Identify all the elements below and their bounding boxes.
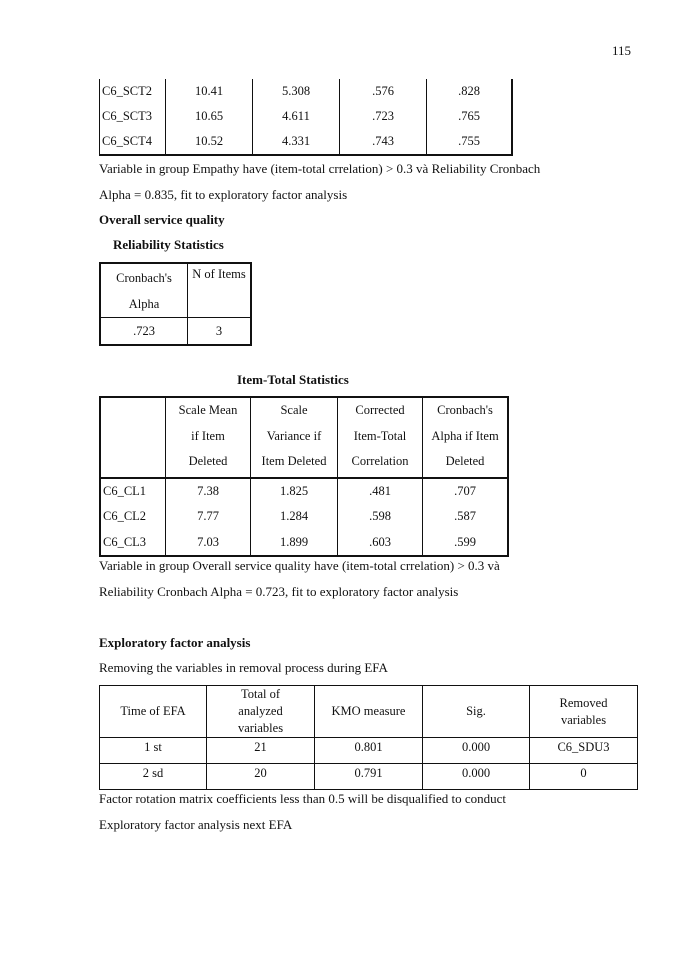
corrected-correlation-cell: .743	[340, 129, 427, 155]
row-label: C6_SCT4	[100, 129, 166, 155]
empathy-note-line2: Alpha = 0.835, fit to exploratory factor analysis	[99, 187, 348, 202]
table-header-row	[100, 686, 638, 738]
table-row	[100, 129, 513, 155]
item-total-statistics-title: Item-Total Statistics	[237, 372, 349, 387]
scale-mean-cell: 7.77	[166, 504, 251, 530]
page-number: 115	[612, 43, 632, 58]
scale-variance-cell: 1.899	[251, 530, 338, 557]
corrected-correlation-cell: .481	[338, 478, 423, 505]
scale-variance-header	[251, 397, 338, 478]
corrected-correlation-header	[338, 397, 423, 478]
row-label: C6_CL2	[100, 504, 166, 530]
alpha-if-deleted-cell: .755	[427, 129, 513, 155]
time-cell: 1 st	[100, 738, 207, 764]
alpha-if-deleted-cell: .707	[423, 478, 509, 505]
sig-cell: 0.000	[423, 764, 530, 790]
scale-variance-cell: 5.308	[253, 79, 340, 104]
header-line: Deleted	[188, 454, 228, 468]
header-line: Deleted	[445, 454, 485, 468]
n-items-value: 3	[188, 318, 252, 346]
header-line: Variance if	[266, 428, 322, 443]
removed-cell: C6_SDU3	[530, 738, 638, 764]
overall-note-line1: Variable in group Overall service quality have (item-total crrelation) > 0.3 và	[99, 558, 500, 573]
scale-mean-header	[166, 397, 251, 478]
factor-note-line2: Exploratory factor analysis next EFA	[99, 817, 293, 832]
row-label: C6_CL1	[100, 478, 166, 505]
empathy-note-line1: Variable in group Empathy have (item-total crrelation) > 0.3 và Reliability Cronbach	[99, 161, 541, 176]
time-of-efa-header	[100, 686, 207, 738]
efa-intro: Removing the variables in removal process during EFA	[99, 660, 388, 675]
header-line: KMO measure	[331, 704, 406, 718]
efa-removal-table	[99, 685, 638, 790]
table-row	[100, 738, 638, 764]
time-cell: 2 sd	[100, 764, 207, 790]
header-line: Time of EFA	[120, 704, 186, 718]
item-total-statistics-table	[99, 396, 509, 557]
alpha-if-deleted-cell: .587	[423, 504, 509, 530]
sig-cell: 0.000	[423, 738, 530, 764]
table-row	[100, 478, 508, 505]
alpha-if-deleted-cell: .828	[427, 79, 513, 104]
header-line: Item-Total	[353, 428, 407, 443]
row-label: C6_CL3	[100, 530, 166, 557]
header-line: Scale	[280, 403, 308, 417]
scale-mean-cell: 10.52	[166, 129, 253, 155]
kmo-cell: 0.791	[315, 764, 423, 790]
header-line: Total of	[240, 687, 281, 701]
n-items-header: N of Items	[188, 263, 252, 318]
corrected-correlation-cell: .576	[340, 79, 427, 104]
alpha-if-deleted-cell: .599	[423, 530, 509, 557]
header-line: Item Deleted	[261, 454, 327, 468]
scale-variance-cell: 4.331	[253, 129, 340, 155]
sig-header	[423, 686, 530, 738]
kmo-measure-header	[315, 686, 423, 738]
scale-mean-cell: 10.41	[166, 79, 253, 104]
table-row	[100, 79, 513, 104]
alpha-if-deleted-header	[423, 397, 509, 478]
overall-quality-heading: Overall service quality	[99, 212, 225, 227]
header-line: Corrected	[355, 403, 405, 417]
header-line: Scale Mean	[178, 403, 238, 417]
header-line: Correlation	[351, 454, 409, 468]
header-line: if Item	[191, 428, 225, 443]
corrected-correlation-cell: .603	[338, 530, 423, 557]
table-header-row	[100, 397, 508, 478]
factor-note-line1: Factor rotation matrix coefficients less than 0.5 will be disqualified to conduct	[99, 791, 506, 806]
total-analyzed-header	[207, 686, 315, 738]
row-label: C6_SCT2	[100, 79, 166, 104]
header-line: variables	[237, 721, 284, 735]
scale-variance-cell: 4.611	[253, 104, 340, 129]
row-label: C6_SCT3	[100, 104, 166, 129]
table-row	[100, 504, 508, 530]
alpha-value: .723	[100, 318, 188, 346]
removed-variables-header	[530, 686, 638, 738]
cronbach-alpha-header	[100, 263, 188, 318]
scale-mean-cell: 7.38	[166, 478, 251, 505]
scale-variance-cell: 1.284	[251, 504, 338, 530]
kmo-cell: 0.801	[315, 738, 423, 764]
table-row	[100, 318, 251, 346]
header-line: Sig.	[466, 704, 486, 718]
header-line: Cronbach's	[116, 271, 172, 285]
header-line: Removed	[559, 695, 608, 710]
header-line: analyzed	[238, 704, 283, 718]
scale-variance-cell: 1.825	[251, 478, 338, 505]
scale-mean-cell: 10.65	[166, 104, 253, 129]
header-line: variables	[560, 712, 607, 727]
blank-header	[100, 397, 166, 478]
header-line: Alpha if Item	[431, 428, 499, 443]
alpha-if-deleted-cell: .765	[427, 104, 513, 129]
overall-note-line2: Reliability Cronbach Alpha = 0.723, fit to exploratory factor analysis	[99, 584, 459, 599]
empathy-item-total-table-continuation	[99, 79, 513, 156]
total-cell: 21	[207, 738, 315, 764]
corrected-correlation-cell: .598	[338, 504, 423, 530]
scale-mean-cell: 7.03	[166, 530, 251, 557]
reliability-statistics-table	[99, 262, 252, 346]
table-row	[100, 104, 513, 129]
header-line: Cronbach's	[437, 403, 493, 417]
header-line: Alpha	[128, 297, 160, 311]
efa-heading: Exploratory factor analysis	[99, 635, 251, 650]
reliability-statistics-title: Reliability Statistics	[113, 237, 224, 252]
corrected-correlation-cell: .723	[340, 104, 427, 129]
removed-cell: 0	[530, 764, 638, 790]
table-header-row	[100, 263, 251, 318]
total-cell: 20	[207, 764, 315, 790]
